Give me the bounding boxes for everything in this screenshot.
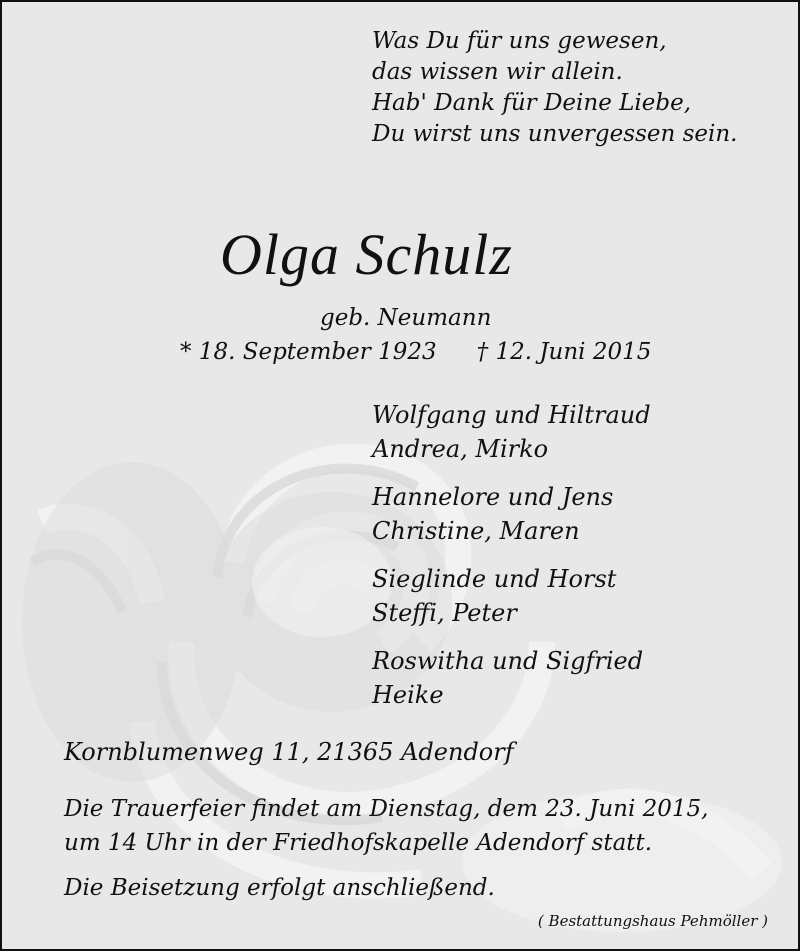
burial-info: Die Beisetzung erfolgt anschließend. [64, 875, 495, 901]
family-group [372, 398, 651, 466]
life-dates [180, 336, 651, 368]
family-children: Andrea, Mirko [372, 435, 549, 463]
family-group [372, 562, 651, 630]
maiden-name: geb. Neumann [320, 305, 492, 331]
undertaker-credit: ( Bestattungshaus Pehmöller ) [537, 912, 768, 930]
family-group [372, 480, 651, 548]
funeral-line: Die Trauerfeier findet am Dienstag, dem 23. Juni 2015, [64, 796, 709, 822]
funeral-info [64, 792, 708, 860]
family-list [372, 398, 651, 726]
family-couple: Sieglinde und Horst [372, 565, 617, 593]
funeral-line: um 14 Uhr in der Friedhofskapelle Adendorf statt. [64, 830, 653, 856]
family-children: Steffi, Peter [372, 599, 517, 627]
family-couple: Roswitha und Sigfried [372, 647, 644, 675]
poem-line: Hab' Dank für Deine Liebe, [372, 90, 692, 116]
family-couple: Hannelore und Jens [372, 483, 614, 511]
poem-line: Du wirst uns unvergessen sein. [372, 121, 738, 147]
poem [372, 26, 738, 150]
death-date: † 12. Juni 2015 [476, 339, 652, 365]
family-couple: Wolfgang und Hiltraud [372, 401, 651, 429]
family-children: Christine, Maren [372, 517, 580, 545]
poem-line: das wissen wir allein. [372, 59, 623, 85]
family-group [372, 644, 651, 712]
family-children: Heike [372, 681, 444, 709]
deceased-name: Olga Schulz [220, 222, 513, 287]
birth-date: * 18. September 1923 [180, 339, 437, 365]
address: Kornblumenweg 11, 21365 Adendorf [64, 738, 514, 766]
poem-line: Was Du für uns gewesen, [372, 28, 667, 54]
